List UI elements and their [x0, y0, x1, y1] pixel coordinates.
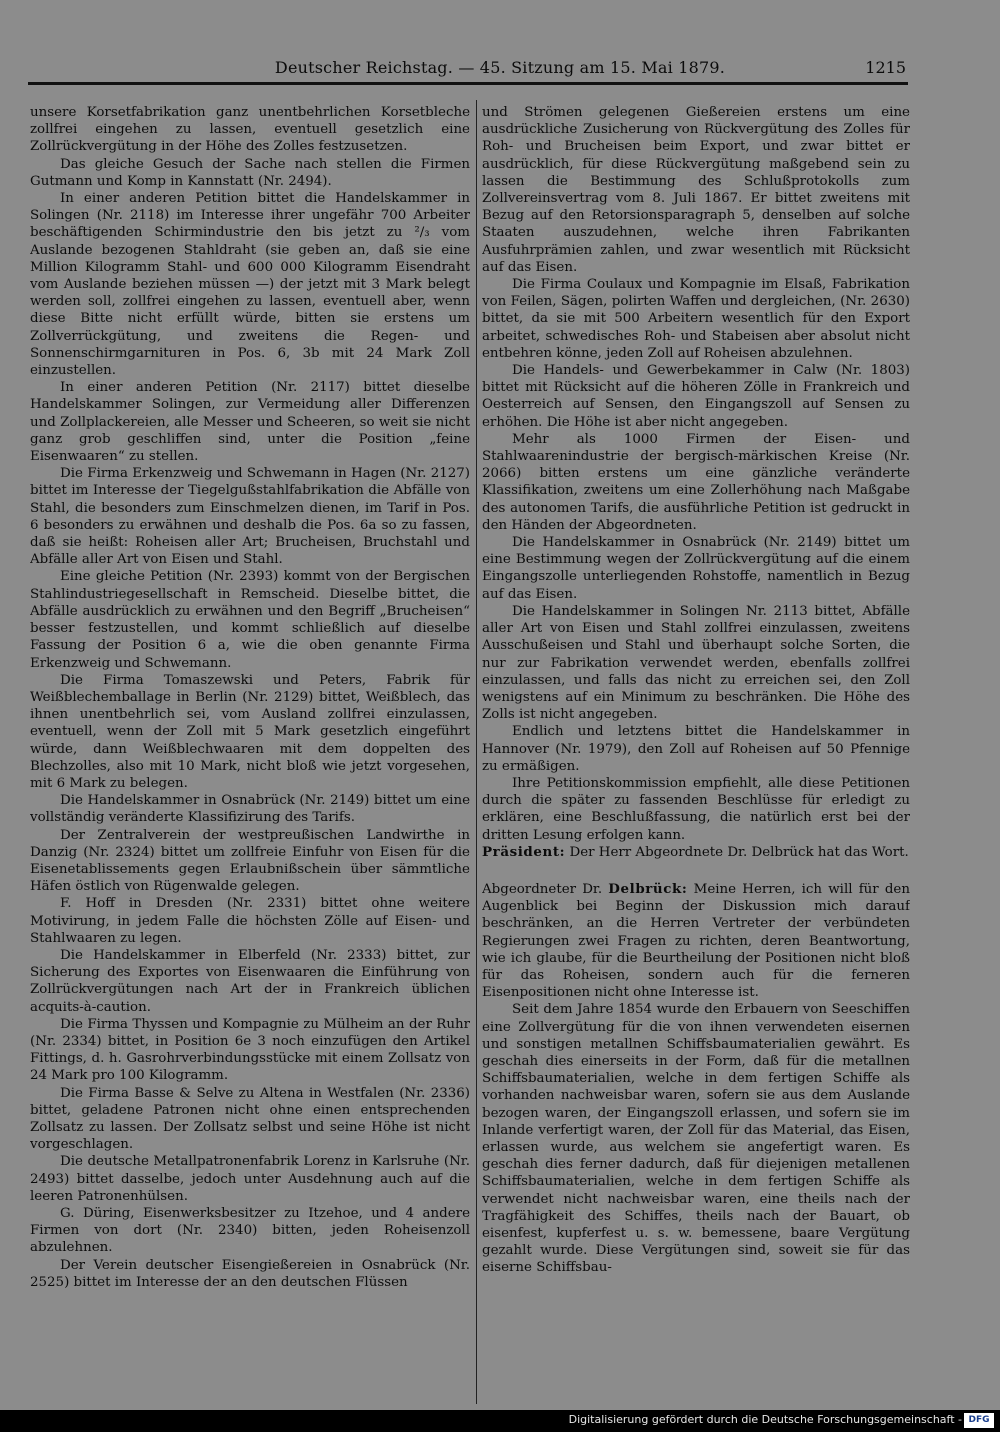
paragraph: Die Firma Coulaux und Kompagnie im Elsaß, Fabrikation von Feilen, Sägen, polirten Waffen und dergleichen, (Nr. 2630) bittet, da sie mit 500 Arbeitern wesentlich für den Export arbeitet, schwedisches Roh- und Stabeisen aber absolut nicht entbehren könne, jeden Zoll auf Roheisen abzulehnen.	[482, 277, 910, 361]
paragraph: Die Handelskammer in Osnabrück (Nr. 2149) bittet um eine Bestimmung wegen der Zollrückvergütung auf die einem Eingangszolle unterliegenden Rohstoffe, namentlich in Bezug auf das Eisen.	[482, 535, 910, 602]
column-divider	[476, 100, 477, 1404]
paragraph: Eine gleiche Petition (Nr. 2393) kommt von der Bergischen Stahlindustriegesellschaft in Remscheid. Dieselbe bittet, die Abfälle ausdrücklich zu erwähnen und den Begriff „Brucheisen“ besser festzustellen, und kommt schließlich auf dieselbe Fassung der Position 6 a, wie die oben genannte Firma Erkenzweig und Schwemann.	[30, 569, 470, 671]
funding-note: Digitalisierung gefördert durch die Deutsche Forschungsgemeinschaft -	[568, 1413, 962, 1426]
paragraph: Der Zentralverein der westpreußischen Landwirthe in Danzig (Nr. 2324) bittet um zollfreie Einfuhr von Eisen für die Eisenetablissements gegen Erlaubnißschein über sämmtliche Häfen östlich von Rügenwalde gelegen.	[30, 827, 470, 895]
page-number: 1215	[865, 58, 906, 77]
paragraph: Ihre Petitionskommission empfiehlt, alle diese Petitionen durch die später zu fassenden Beschlüsse für erledigt zu erklären, eine Beschlußfassung, die natürlich erst bei der dritten Lesung erfolgen kann.	[482, 775, 910, 843]
delbrueck-statement	[482, 881, 910, 1001]
page-header	[0, 58, 1000, 84]
paragraph: Endlich und letztens bittet die Handelskammer in Hannover (Nr. 1979), den Zoll auf Roheisen auf 50 Pfennige zu ermäßigen.	[482, 724, 910, 774]
paragraph: Die Firma Erkenzweig und Schwemann in Hagen (Nr. 2127) bittet im Interesse der Tiegelgußstahlfabrikation die Abfälle von Stahl, die besonders zum Einschmelzen dienen, im Tarif in Pos. 6 besonders zu erwähnen und deshalb die Pos. 6a so zu fassen, daß sie heißt: Roheisen aller Art; Brucheisen, Bruchstahl und Abfälle aller Art von Eisen und Stahl.	[30, 466, 470, 568]
dfg-logo: DFG	[964, 1413, 994, 1428]
paragraph: Die Firma Thyssen und Kompagnie zu Mülheim an der Ruhr (Nr. 2334) bittet, in Position 6e 3 noch einzufügen den Artikel Fittings, d. h. Gasrohrverbindungsstücke mit einem Zollsatz von 24 Mark pro 100 Kilogramm.	[30, 1016, 470, 1084]
paragraph: Die Handelskammer in Elberfeld (Nr. 2333) bittet, zur Sicherung des Exportes von Eisenwaaren die Einführung von Zollrückvergütungen nach Art der in Frankreich üblichen acquits-à-caution.	[30, 947, 470, 1015]
paragraph: Die Firma Basse & Selve zu Altena in Westfalen (Nr. 2336) bittet, geladene Patronen nicht ohne einen entsprechenden Zollsatz zu lassen. Der Zollsatz selbst und seine Höhe ist nicht vorgeschlagen.	[30, 1085, 470, 1153]
footer-bar	[0, 1410, 1000, 1432]
paragraph: unsere Korsetfabrikation ganz unentbehrlichen Korsetbleche zollfrei eingehen zu lassen, eventuell gesetzlich eine Zollrückvergütung in der Höhe des Zolles festzusetzen.	[30, 105, 470, 155]
header-rule	[28, 82, 908, 85]
statement-text: Der Herr Abgeordnete Dr. Delbrück hat das Wort.	[569, 844, 909, 860]
left-column	[30, 104, 470, 1402]
paragraph: Die deutsche Metallpatronenfabrik Lorenz in Karlsruhe (Nr. 2493) bittet dasselbe, jedoch unter Ausdehnung auch auf die leeren Patronenhülsen.	[30, 1154, 470, 1204]
right-column	[482, 104, 910, 1402]
paragraph: Die Handels- und Gewerbekammer in Calw (Nr. 1803) bittet mit Rücksicht auf die höheren Zölle in Frankreich und Oesterreich auf Sensen, den Eingangszoll auf Sensen zu erhöhen. Die Höhe ist aber nicht angegeben.	[482, 363, 910, 430]
president-statement	[482, 844, 910, 861]
paragraph: In einer anderen Petition (Nr. 2117) bittet dieselbe Handelskammer Solingen, zur Vermeidung aller Differenzen und Zollplackereien, alle Messer und Scheeren, so weit sie nicht ganz grob geschliffen sind, unter die Position „feine Eisenwaaren“ zu stellen.	[30, 380, 470, 465]
paragraph: In einer anderen Petition bittet die Handelskammer in Solingen (Nr. 2118) im Interesse ihrer ungefähr 700 Arbeiter beschäftigenden Schirmindustrie den bis jetzt zu ²/₃ vom Auslande bezogenen Stahldraht (sie geben an, daß sie eine Million Kilogramm Stahl- und 600 000 Kilogramm Eisendraht vom Auslande beziehen müssen —) der jetzt mit 3 Mark belegt werden soll, zollfrei eingehen zu lassen, eventuell aber, wenn diese Bitte nicht erfüllt würde, bitten sie erstens um Zollverrückgütung, und zweitens die Regen- und Sonnenschirmgarnituren in Pos. 6, 3b mit 24 Mark Zoll einzustellen.	[30, 191, 470, 379]
paragraph: und Strömen gelegenen Gießereien erstens um eine ausdrückliche Zusicherung von Rückvergütung des Zolles für Roh- und Brucheisen beim Export, und zwar bittet er ausdrücklich, für diese Rückvergütung maßgebend sein zu lassen die Bestimmung des Schlußprotokolls zum Zollvereinsvertrag vom 8. Juli 1867. Er bittet zweitens mit Bezug auf den Retorsionsparagraph 5, denselben auf solche Staaten auszudehnen, welche ihren Fabrikanten Ausfuhrprämien zahlen, und zwar wesentlich mit Rücksicht auf das Eisen.	[482, 105, 910, 275]
paragraph: Das gleiche Gesuch der Sache nach stellen die Firmen Gutmann und Komp in Kannstatt (Nr. 2494).	[30, 156, 470, 189]
paragraph: Mehr als 1000 Firmen der Eisen- und Stahlwaarenindustrie der bergisch-märkischen Kreise (Nr. 2066) bitten erstens um eine gänzliche veränderte Klassifikation, zweitens um eine Zollerhöhung nach Maßgabe des autonomen Tarifs, die ausführliche Petition ist gedruckt in den Händen der Abgeordneten.	[482, 431, 910, 533]
statement-text: Meine Herren, ich will für den Augenblick bei Beginn der Diskussion mich darauf beschränken, an die Herren Vertreter der verbündeten Regierungen zwei Fragen zu richten, deren Beantwortung, wie ich glaube, für die Beurtheilung der Positionen nicht bloß für das Roheisen, sondern auch für die ferneren Eisenpositionen nicht ohne Interesse ist.	[482, 881, 910, 1001]
speaker-prefix: Abgeordneter Dr.	[482, 881, 603, 897]
paragraph: Seit dem Jahre 1854 wurde den Erbauern von Seeschiffen eine Zollvergütung für die von ihnen verwendeten eisernen und sonstigen metallnen Schiffsbaumaterialien gewährt. Es geschah dies einerseits in der Form, daß für die metallnen Schiffsbaumaterialien, welche in dem fertigen Schiffe als vorhanden nachweisbar waren, sofern sie aus dem Auslande bezogen waren, der Eingangszoll erlassen, und sofern sie im Inlande verfertigt waren, der Zoll für das Material, das Eisen, erlassen wurde, aus welchem sie angefertigt waren. Es geschah dies ferner dadurch, daß für diejenigen metallenen Schiffsbaumaterialien, welche in dem fertigen Schiffe als verwendet nicht nachweisbar waren, eine theils nach der Tragfähigkeit des Schiffes, theils nach der Bauart, ob eisenfest, kupferfest u. s. w. bemessene, baare Vergütung gezahlt wurde. Diese Vergütungen sind, soweit sie für das eiserne Schiffsbau-	[482, 1002, 910, 1276]
paragraph: G. Düring, Eisenwerksbesitzer zu Itzehoe, und 4 andere Firmen von dort (Nr. 2340) bitten, jeden Roheisenzoll abzulehnen.	[30, 1206, 470, 1256]
speaker-name: Präsident:	[482, 843, 566, 860]
paragraph: Die Handelskammer in Solingen Nr. 2113 bittet, Abfälle aller Art von Eisen und Stahl zollfrei einzulassen, zweitens Ausschußeisen und Stahl und überhaupt solche Sorten, die nur zur Fabrikation verwendet werden, ebenfalls zollfrei einzulassen, und falls das nicht zu erreichen sei, den Zoll wenigstens auf ein Minimum zu beschränken. Die Höhe des Zolls ist nicht angegeben.	[482, 603, 910, 723]
speaker-name: Delbrück:	[608, 880, 688, 897]
paragraph: F. Hoff in Dresden (Nr. 2331) bittet ohne weitere Motivirung, in jedem Falle die höchsten Zölle auf Eisen- und Stahlwaaren zu legen.	[30, 896, 470, 946]
paragraph: Die Firma Tomaszewski und Peters, Fabrik für Weißblechemballage in Berlin (Nr. 2129) bittet, Weißblech, das ihnen unentbehrlich sei, vom Ausland zollfrei einzulassen, eventuell, wenn der Zoll mit 5 Mark gesetzlich eingeführt würde, dann Weißblechwaaren mit dem doppelten des Blechzolles, also mit 10 Mark, nicht bloß wie jetzt vorgesehen, mit 6 Mark zu belegen.	[30, 672, 470, 791]
header-title: Deutscher Reichstag. — 45. Sitzung am 15. Mai 1879.	[274, 58, 726, 77]
paragraph: Die Handelskammer in Osnabrück (Nr. 2149) bittet um eine vollständig veränderte Klassifizirung des Tarifs.	[30, 793, 470, 826]
paragraph: Der Verein deutscher Eisengießereien in Osnabrück (Nr. 2525) bittet im Interesse der an den deutschen Flüssen	[30, 1257, 470, 1290]
